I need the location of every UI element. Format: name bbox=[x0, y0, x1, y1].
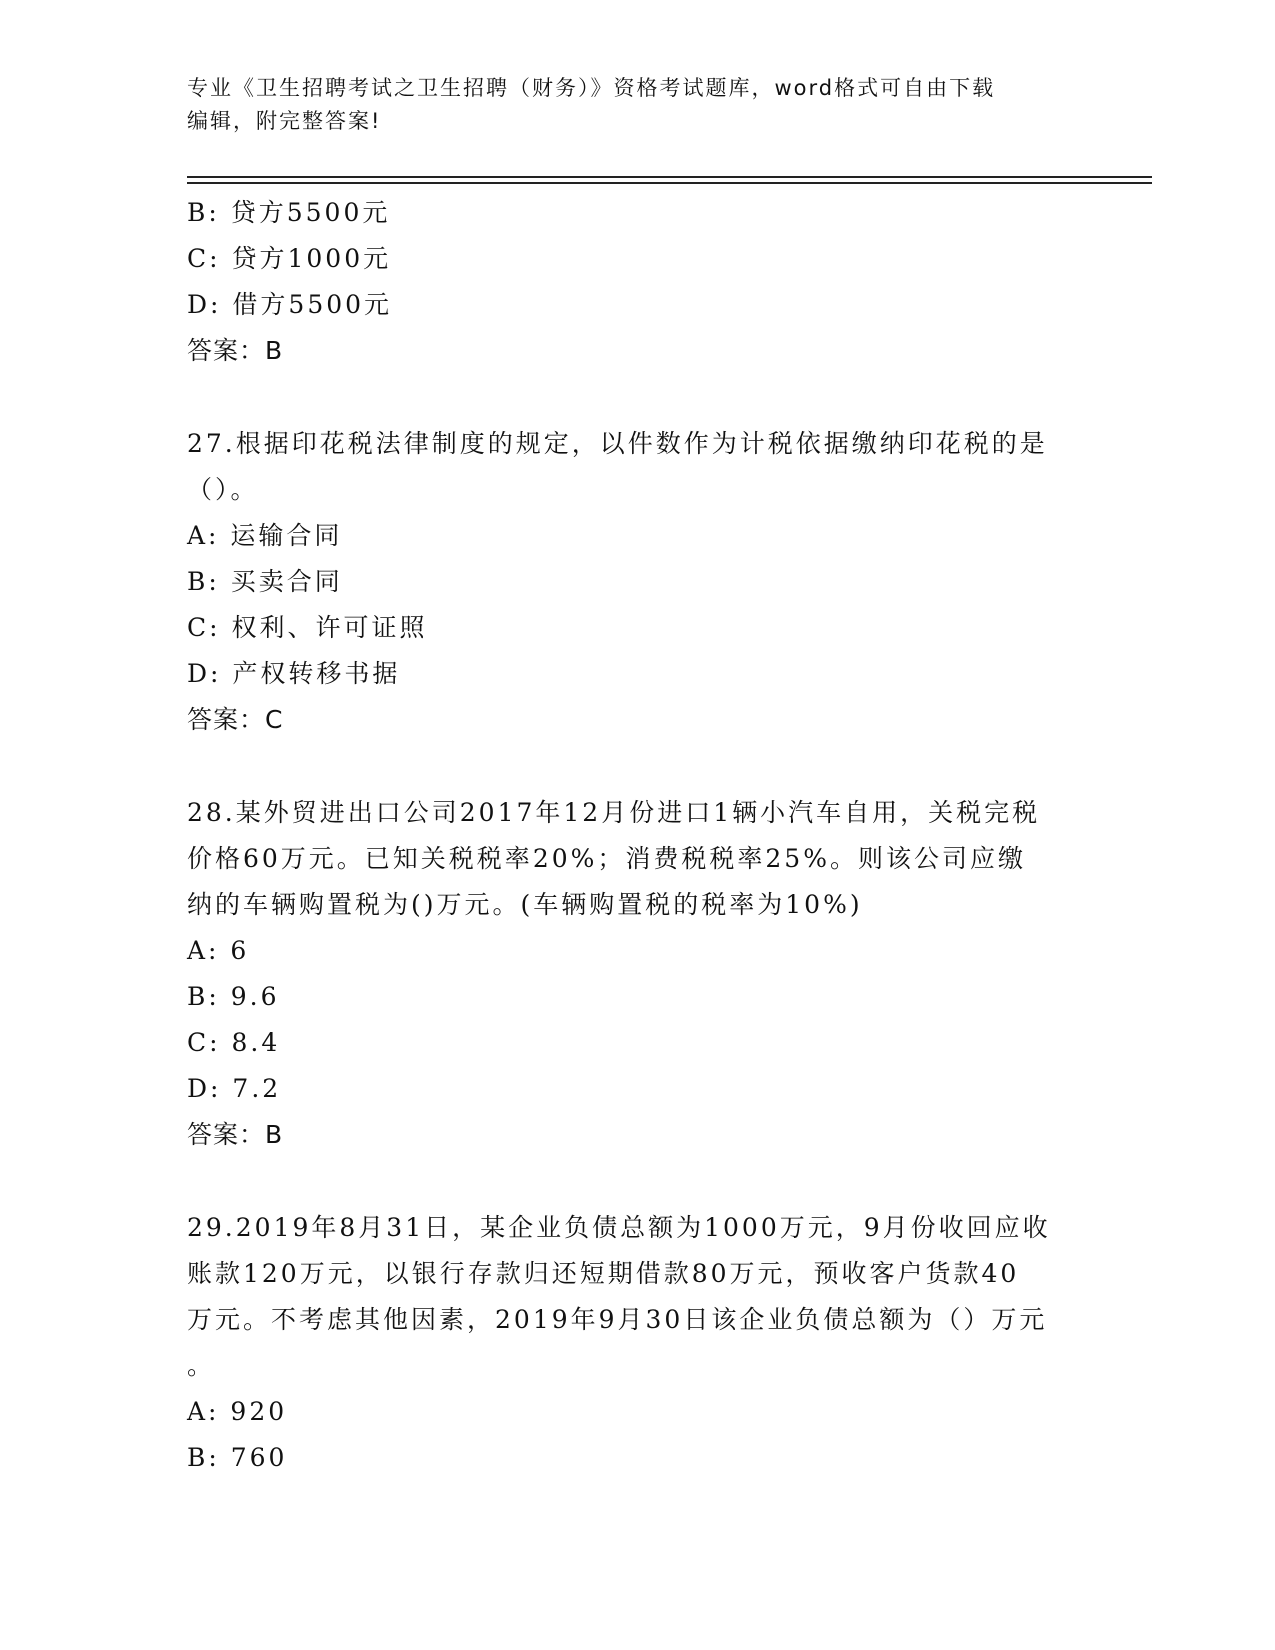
answer-line: 答案：B bbox=[187, 1120, 284, 1149]
header-divider-bottom bbox=[187, 182, 1152, 184]
option-d: D: 7.2 bbox=[187, 1074, 282, 1103]
option-c: C: 贷方1000元 bbox=[187, 244, 392, 273]
option-b: B: 买卖合同 bbox=[187, 567, 343, 596]
question-27 bbox=[187, 421, 1087, 743]
header-line-1: 专业《卫生招聘考试之卫生招聘（财务）》资格考试题库，word格式可自由下载 bbox=[187, 76, 996, 100]
question-stem-line: 纳的车辆购置税为()万元。(车辆购置税的税率为10%) bbox=[187, 890, 863, 919]
option-a: A: 运输合同 bbox=[187, 521, 343, 550]
option-c: C: 8.4 bbox=[187, 1028, 281, 1057]
question-stem-line: 27.根据印花税法律制度的规定，以件数作为计税依据缴纳印花税的是 bbox=[187, 429, 1048, 458]
question-stem-line: 价格60万元。已知关税税率20%；消费税税率25%。则该公司应缴 bbox=[187, 844, 1026, 873]
document-header bbox=[187, 72, 1087, 138]
header-divider-top bbox=[187, 176, 1152, 178]
option-c: C: 权利、许可证照 bbox=[187, 613, 428, 642]
option-a: A: 920 bbox=[187, 1397, 288, 1426]
option-d: D: 借方5500元 bbox=[187, 290, 393, 319]
question-stem-line: 。 bbox=[187, 1351, 216, 1380]
answer-line: 答案：B bbox=[187, 336, 284, 365]
question-29 bbox=[187, 1205, 1087, 1481]
option-b: B: 9.6 bbox=[187, 982, 280, 1011]
option-d: D: 产权转移书据 bbox=[187, 659, 401, 688]
answer-line: 答案：C bbox=[187, 705, 284, 734]
question-stem-line: 账款120万元，以银行存款归还短期借款80万元，预收客户货款40 bbox=[187, 1259, 1020, 1288]
question-28 bbox=[187, 790, 1087, 1158]
question-stem-line: 28.某外贸进出口公司2017年12月份进口1辆小汽车自用，关税完税 bbox=[187, 798, 1041, 827]
question-stem-line: 万元。不考虑其他因素，2019年9月30日该企业负债总额为（）万元 bbox=[187, 1305, 1048, 1334]
document-body bbox=[187, 190, 1087, 1481]
option-a: A: 6 bbox=[187, 936, 250, 965]
option-b: B: 760 bbox=[187, 1443, 288, 1472]
header-line-2: 编辑，附完整答案! bbox=[187, 109, 382, 133]
question-26-continued bbox=[187, 190, 1087, 374]
question-stem-line: （）。 bbox=[187, 475, 259, 504]
option-b: B: 贷方5500元 bbox=[187, 198, 391, 227]
question-stem-line: 29.2019年8月31日，某企业负债总额为1000万元，9月份收回应收 bbox=[187, 1213, 1051, 1242]
